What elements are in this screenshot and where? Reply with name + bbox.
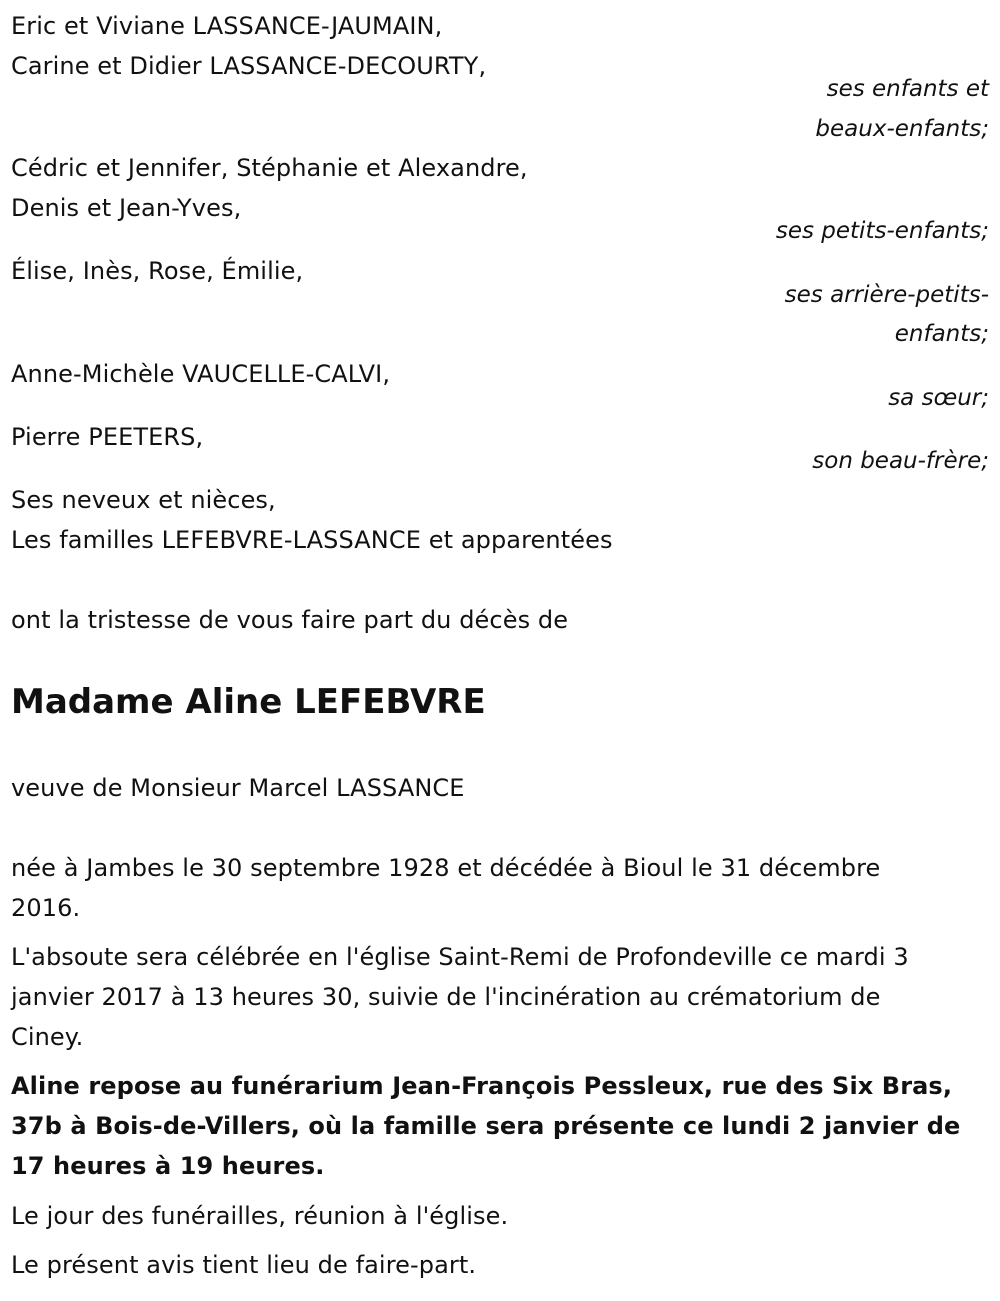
relation-great-grandchildren-1: ses arrière-petits-	[784, 282, 989, 308]
relation-great-grandchildren-2: enfants;	[894, 321, 989, 347]
relation-children-1: ses enfants et	[826, 76, 989, 102]
families-line: Les familles LEFEBVRE-LASSANCE et apparentées	[11, 526, 613, 554]
nephews-line: Ses neveux et nièces,	[11, 486, 276, 514]
children-line-2: Carine et Didier LASSANCE-DECOURTY,	[11, 52, 487, 80]
absoute-line-1: L'absoute sera célébrée en l'église Saint-Remi de Profondeville ce mardi 3	[11, 943, 909, 971]
absoute-line-3: Ciney.	[11, 1023, 84, 1051]
absoute-line-2: janvier 2017 à 13 heures 30, suivie de l'incinération au crématorium de	[11, 983, 881, 1011]
relation-children-2: beaux-enfants;	[815, 116, 989, 142]
repose-line-1: Aline repose au funérarium Jean-François Pessleux, rue des Six Bras,	[11, 1072, 953, 1100]
sister-line: Anne-Michèle VAUCELLE-CALVI,	[11, 360, 391, 388]
children-line-1: Eric et Viviane LASSANCE-JAUMAIN,	[11, 12, 443, 40]
deceased-name: Madame Aline LEFEBVRE	[11, 682, 486, 722]
relation-sister: sa sœur;	[888, 385, 989, 411]
relation-grandchildren: ses petits-enfants;	[775, 218, 989, 244]
relation-brother-in-law: son beau-frère;	[812, 448, 989, 474]
brother-in-law-line: Pierre PEETERS,	[11, 423, 204, 451]
repose-line-3: 17 heures à 19 heures.	[11, 1152, 325, 1180]
widow-of-line: veuve de Monsieur Marcel LASSANCE	[11, 774, 465, 802]
grandchildren-line-1: Cédric et Jennifer, Stéphanie et Alexandre,	[11, 154, 528, 182]
birth-death-line-2: 2016.	[11, 894, 81, 922]
great-grandchildren-line: Élise, Inès, Rose, Émilie,	[11, 257, 304, 285]
birth-death-line-1: née à Jambes le 30 septembre 1928 et décédée à Bioul le 31 décembre	[11, 854, 881, 882]
reunion-line: Le jour des funérailles, réunion à l'église.	[11, 1202, 509, 1230]
announcement-line: ont la tristesse de vous faire part du décès de	[11, 606, 569, 634]
repose-line-2: 37b à Bois-de-Villers, où la famille sera présente ce lundi 2 janvier de	[11, 1112, 961, 1140]
grandchildren-line-2: Denis et Jean-Yves,	[11, 194, 242, 222]
notice-line: Le présent avis tient lieu de faire-part.	[11, 1251, 477, 1279]
